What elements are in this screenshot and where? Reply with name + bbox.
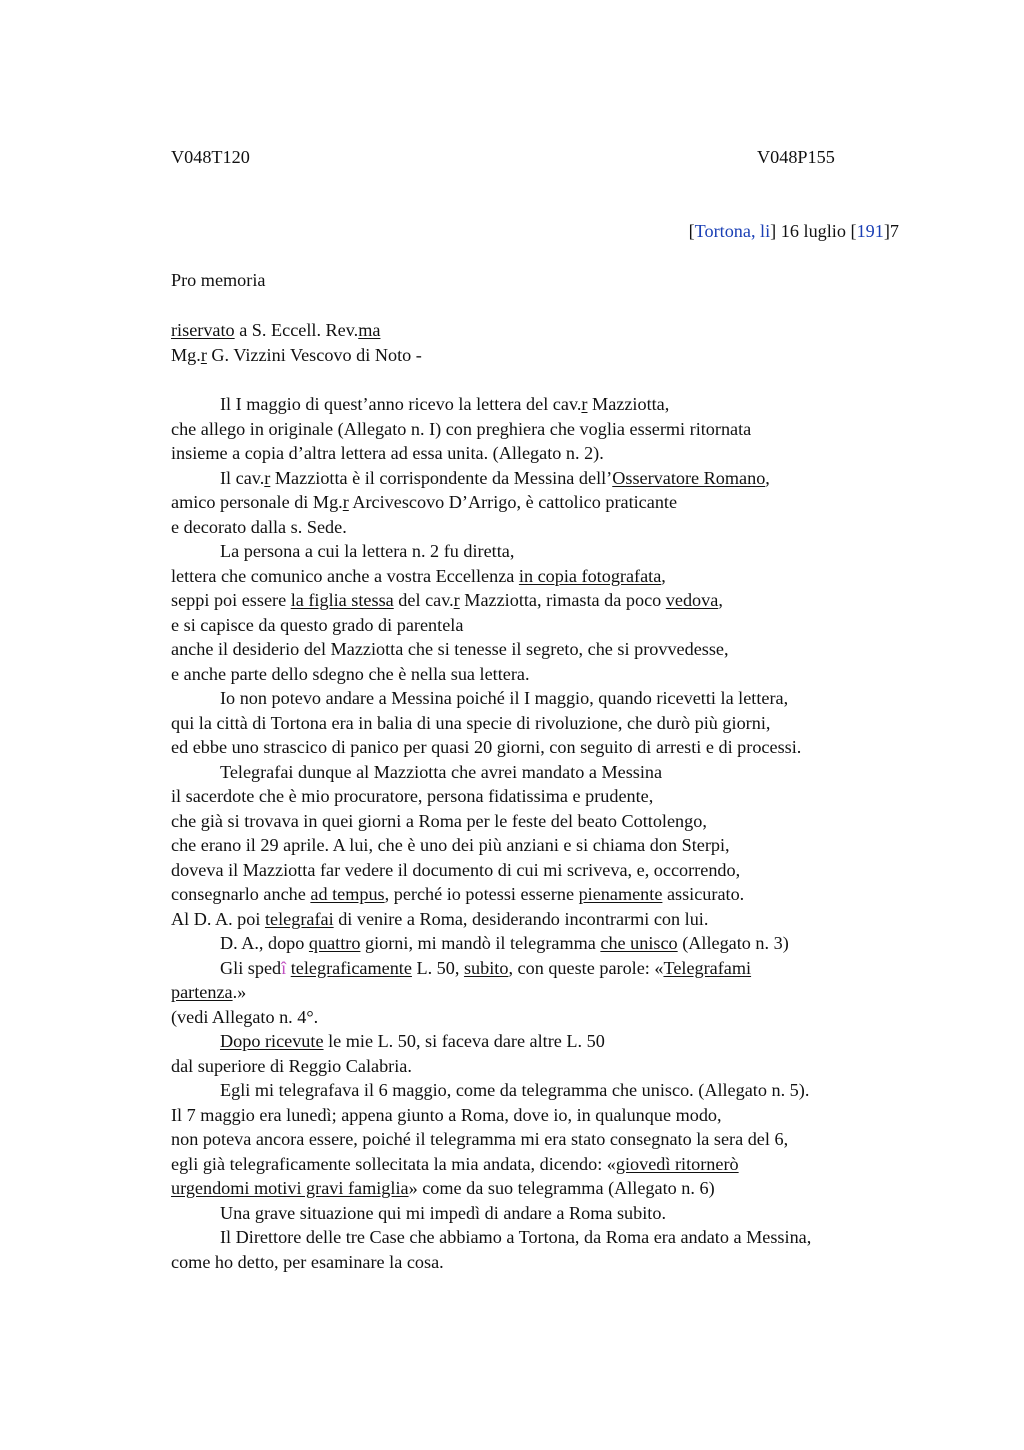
text-line: Io non potevo andare a Messina poiché il I maggio, quando ricevetti la lettera,	[220, 688, 789, 708]
text-line: D. A., dopo quattro giorni, mi mandò il telegramma che unisco (Allegato n. 3)	[220, 933, 789, 953]
text-line: Dopo ricevute le mie L. 50, si faceva dare altre L. 50	[220, 1031, 605, 1051]
text-line: consegnarlo anche ad tempus, perché io potessi esserne pienamente assicurato.	[171, 884, 745, 904]
text-line: che erano il 29 aprile. A lui, che è uno dei più anziani e si chiama don Sterpi,	[171, 835, 730, 855]
text-line: urgendomi motivi gravi famiglia» come da suo telegramma (Allegato n. 6)	[171, 1178, 715, 1198]
annotated-character: î	[281, 957, 287, 978]
text-line: e anche parte dello sdegno che è nella sua lettera.	[171, 663, 530, 684]
addressee-line: riservato a S. Eccell. Rev.ma	[171, 320, 381, 340]
text-line: Egli mi telegrafava il 6 maggio, come da telegramma che unisco. (Allegato n. 5).	[220, 1080, 810, 1100]
addressee-block	[171, 318, 422, 367]
text-line: Telegrafai dunque al Mazziotta che avrei mandato a Messina	[220, 761, 663, 782]
text-line: Al D. A. poi telegrafai di venire a Roma, desiderando incontrarmi con lui.	[171, 908, 709, 929]
text-line: Il Direttore delle tre Case che abbiamo a Tortona, da Roma era andato a Messina,	[220, 1227, 812, 1247]
addressee-line: Mg.r G. Vizzini Vescovo di Noto -	[171, 344, 422, 365]
text-line: non poteva ancora essere, poiché il telegramma mi era stato consegnato la sera del 6,	[171, 1129, 789, 1149]
text-line: lettera che comunico anche a vostra Eccellenza in copia fotografata,	[171, 565, 666, 586]
text-line: che già si trovava in quei giorni a Roma per le feste del beato Cottolengo,	[171, 810, 707, 831]
text-line: ed ebbe uno strascico di panico per quasi 20 giorni, con seguito di arresti e di processi.	[171, 737, 802, 757]
left-header-code: V048T120	[171, 147, 250, 167]
text-line: anche il desiderio del Mazziotta che si tenesse il segreto, che si provvedesse,	[171, 639, 729, 659]
text-line: e si capisce da questo grado di parentela	[171, 614, 464, 635]
text-line: il sacerdote che è mio procuratore, persona fidatissima e prudente,	[171, 786, 654, 806]
text-line: partenza.»	[171, 982, 247, 1002]
text-line: (vedi Allegato n. 4°.	[171, 1006, 319, 1027]
text-line: e decorato dalla s. Sede.	[171, 516, 347, 537]
right-header-code: V048P155	[757, 147, 835, 167]
text-line: Il cav.r Mazziotta è il corrispondente da Messina dell’Osservatore Romano,	[220, 467, 770, 488]
text-line: insieme a copia d’altra lettera ad essa unita. (Allegato n. 2).	[171, 443, 604, 463]
text-line: doveva il Mazziotta far vedere il documento di cui mi scriveva, e, occorrendo,	[171, 859, 741, 880]
text-line: La persona a cui la lettera n. 2 fu diretta,	[220, 541, 515, 561]
date-place: Tortona, li	[694, 221, 771, 241]
text-line: Una grave situazione qui mi impedì di andare a Roma subito.	[220, 1202, 666, 1223]
text-line: dal superiore di Reggio Calabria.	[171, 1055, 412, 1076]
letter-body	[171, 392, 911, 1274]
text-line: Il I maggio di quest’anno ricevo la lettera del cav.r Mazziotta,	[220, 394, 670, 414]
document-title: Pro memoria	[171, 270, 266, 290]
text-line: qui la città di Tortona era in balia di una specie di rivoluzione, che durò più giorni,	[171, 712, 771, 733]
text-line: Il 7 maggio era lunedì; appena giunto a Roma, dove io, in qualunque modo,	[171, 1104, 722, 1125]
text-line: egli già telegraficamente sollecitata la mia andata, dicendo: «giovedì ritornerò	[171, 1153, 739, 1174]
text-line: Gli spedî telegraficamente L. 50, subito, con queste parole: «Telegrafami	[220, 957, 752, 978]
text-line: come ho detto, per esaminare la cosa.	[171, 1251, 444, 1272]
text-line: che allego in originale (Allegato n. I) con preghiera che voglia essermi ritornata	[171, 418, 752, 439]
text-line: seppi poi essere la figlia stessa del cav.r Mazziotta, rimasta da poco vedova,	[171, 590, 723, 610]
letter-date: [Tortona, li] 16 luglio [191]7	[688, 221, 899, 241]
text-line: amico personale di Mg.r Arcivescovo D’Arrigo, è cattolico praticante	[171, 492, 678, 512]
date-year: 191	[856, 221, 884, 241]
